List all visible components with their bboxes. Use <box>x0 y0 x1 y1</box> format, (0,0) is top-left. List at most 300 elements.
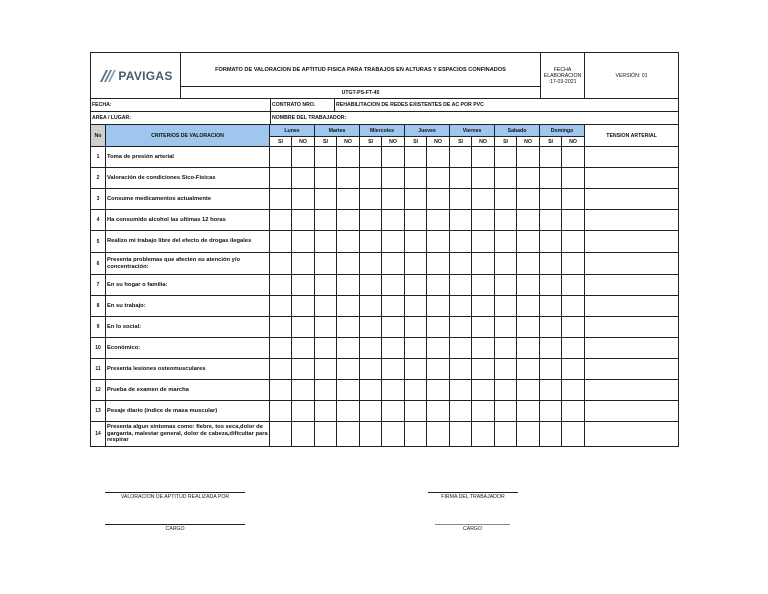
si-check-cell[interactable] <box>495 231 517 253</box>
si-check-cell[interactable] <box>405 147 427 168</box>
no-check-cell[interactable] <box>517 253 540 275</box>
si-check-cell[interactable] <box>270 401 292 422</box>
area-field[interactable]: AREA / LUGAR: <box>91 112 271 125</box>
version-label: VERSIÓN: 01 <box>585 53 679 99</box>
no-check-cell[interactable] <box>472 338 495 359</box>
no-check-cell[interactable] <box>562 317 585 338</box>
si-header: SI <box>315 137 337 147</box>
si-header: SI <box>270 137 292 147</box>
no-check-cell[interactable] <box>427 401 450 422</box>
no-check-cell[interactable] <box>472 189 495 210</box>
row-number: 6 <box>91 253 106 275</box>
no-check-cell[interactable] <box>382 401 405 422</box>
valoracion-label: VALORACION DE APTITUD REALIZADA POR <box>120 494 230 500</box>
si-check-cell[interactable] <box>360 338 382 359</box>
si-check-cell[interactable] <box>360 380 382 401</box>
no-check-cell[interactable] <box>517 147 540 168</box>
no-check-cell[interactable] <box>382 147 405 168</box>
criteria-text: Pesaje diario (índice de masa muscular) <box>106 401 270 422</box>
si-check-cell[interactable] <box>450 231 472 253</box>
no-check-cell[interactable] <box>517 189 540 210</box>
no-check-cell[interactable] <box>427 317 450 338</box>
si-check-cell[interactable] <box>450 296 472 317</box>
si-check-cell[interactable] <box>270 253 292 275</box>
si-check-cell[interactable] <box>360 296 382 317</box>
no-check-cell[interactable] <box>382 168 405 189</box>
si-check-cell[interactable] <box>270 317 292 338</box>
si-check-cell[interactable] <box>450 317 472 338</box>
no-check-cell[interactable] <box>292 296 315 317</box>
logo-text: PAVIGAS <box>118 68 173 83</box>
no-check-cell[interactable] <box>562 210 585 231</box>
si-check-cell[interactable] <box>495 296 517 317</box>
si-check-cell[interactable] <box>360 210 382 231</box>
criteria-text: Toma de presión arterial <box>106 147 270 168</box>
si-check-cell[interactable] <box>405 338 427 359</box>
si-check-cell[interactable] <box>360 147 382 168</box>
criteria-text: Presenta lesiones osteomusculares <box>106 359 270 380</box>
si-check-cell[interactable] <box>450 401 472 422</box>
criteria-row <box>91 189 679 210</box>
row-number: 10 <box>91 338 106 359</box>
criteria-row <box>91 231 679 253</box>
si-check-cell[interactable] <box>540 253 562 275</box>
form-header <box>90 52 679 99</box>
no-check-cell[interactable] <box>427 189 450 210</box>
si-check-cell[interactable] <box>450 275 472 296</box>
no-check-cell[interactable] <box>472 422 495 447</box>
si-check-cell[interactable] <box>360 168 382 189</box>
si-check-cell[interactable] <box>360 275 382 296</box>
no-check-cell[interactable] <box>292 168 315 189</box>
criteria-text: Económico: <box>106 338 270 359</box>
si-check-cell[interactable] <box>315 401 337 422</box>
criteria-text: En lo social: <box>106 317 270 338</box>
si-check-cell[interactable] <box>270 189 292 210</box>
si-check-cell[interactable] <box>315 359 337 380</box>
row-number: 9 <box>91 317 106 338</box>
no-option-header: NO <box>382 137 405 147</box>
no-check-cell[interactable] <box>382 359 405 380</box>
no-check-cell[interactable] <box>517 231 540 253</box>
tension-cell[interactable] <box>585 338 679 359</box>
si-check-cell[interactable] <box>315 210 337 231</box>
si-check-cell[interactable] <box>540 147 562 168</box>
row-number: 8 <box>91 296 106 317</box>
day-header: Miercoles <box>360 125 405 137</box>
si-check-cell[interactable] <box>450 147 472 168</box>
no-check-cell[interactable] <box>292 338 315 359</box>
si-check-cell[interactable] <box>360 189 382 210</box>
si-check-cell[interactable] <box>450 338 472 359</box>
no-check-cell[interactable] <box>337 231 360 253</box>
contrato-value[interactable]: REHABILITACION DE REDES EXISTENTES DE AC POR PVC <box>335 99 679 112</box>
row-number: 11 <box>91 359 106 380</box>
no-check-cell[interactable] <box>517 296 540 317</box>
si-check-cell[interactable] <box>270 422 292 447</box>
si-check-cell[interactable] <box>450 168 472 189</box>
si-check-cell[interactable] <box>315 338 337 359</box>
tension-cell[interactable] <box>585 168 679 189</box>
tension-cell[interactable] <box>585 275 679 296</box>
no-check-cell[interactable] <box>427 168 450 189</box>
company-logo <box>91 69 180 83</box>
day-header: Sabado <box>495 125 540 137</box>
si-check-cell[interactable] <box>270 231 292 253</box>
criteria-row <box>91 275 679 296</box>
si-check-cell[interactable] <box>405 422 427 447</box>
firma-label: FIRMA DEL TRABAJADOR <box>441 494 505 500</box>
logo-stripes-icon <box>98 69 118 83</box>
si-check-cell[interactable] <box>495 168 517 189</box>
si-check-cell[interactable] <box>450 359 472 380</box>
si-check-cell[interactable] <box>495 210 517 231</box>
row-number: 3 <box>91 189 106 210</box>
si-check-cell[interactable] <box>495 275 517 296</box>
criteria-text: Prueba de examen de marcha <box>106 380 270 401</box>
si-check-cell[interactable] <box>540 210 562 231</box>
day-header: Jueves <box>405 125 450 137</box>
no-check-cell[interactable] <box>337 401 360 422</box>
si-check-cell[interactable] <box>360 317 382 338</box>
si-check-cell[interactable] <box>360 359 382 380</box>
row-number: 12 <box>91 380 106 401</box>
no-check-cell[interactable] <box>427 275 450 296</box>
no-check-cell[interactable] <box>472 168 495 189</box>
no-check-cell[interactable] <box>292 253 315 275</box>
no-check-cell[interactable] <box>562 231 585 253</box>
no-check-cell[interactable] <box>337 296 360 317</box>
no-check-cell[interactable] <box>337 275 360 296</box>
no-check-cell[interactable] <box>427 210 450 231</box>
no-check-cell[interactable] <box>472 231 495 253</box>
si-check-cell[interactable] <box>495 253 517 275</box>
no-check-cell[interactable] <box>382 253 405 275</box>
criterios-header: CRITERIOS DE VALORACION <box>106 125 270 147</box>
no-check-cell[interactable] <box>382 231 405 253</box>
no-check-cell[interactable] <box>292 380 315 401</box>
criteria-text: Realizo mi trabajo libre del efecto de drogas ilegales <box>106 231 270 253</box>
criteria-text: Consume medicamentos actualmente <box>106 189 270 210</box>
no-check-cell[interactable] <box>337 147 360 168</box>
no-check-cell[interactable] <box>517 210 540 231</box>
si-check-cell[interactable] <box>405 317 427 338</box>
no-check-cell[interactable] <box>562 147 585 168</box>
no-option-header: NO <box>292 137 315 147</box>
no-check-cell[interactable] <box>517 359 540 380</box>
si-check-cell[interactable] <box>315 147 337 168</box>
si-check-cell[interactable] <box>315 275 337 296</box>
si-check-cell[interactable] <box>270 147 292 168</box>
fecha-field[interactable]: FECHA: <box>91 99 271 112</box>
tension-cell[interactable] <box>585 359 679 380</box>
tension-header: TENSION ARTERIAL <box>585 125 679 147</box>
no-check-cell[interactable] <box>382 275 405 296</box>
no-check-cell[interactable] <box>517 380 540 401</box>
no-check-cell[interactable] <box>382 422 405 447</box>
form-code: UTGT-PS-FT-45 <box>181 87 541 99</box>
criteria-table <box>90 124 679 447</box>
elaboracion-date: :17-03-2021 <box>548 78 577 85</box>
si-header: SI <box>360 137 382 147</box>
firma-signature-line[interactable] <box>428 492 518 493</box>
contrato-label: CONTRATO NRO. <box>271 99 335 112</box>
si-check-cell[interactable] <box>405 210 427 231</box>
si-check-cell[interactable] <box>540 359 562 380</box>
tension-cell[interactable] <box>585 296 679 317</box>
si-check-cell[interactable] <box>315 168 337 189</box>
valoracion-signature-line[interactable] <box>105 492 245 493</box>
no-check-cell[interactable] <box>337 168 360 189</box>
si-check-cell[interactable] <box>450 210 472 231</box>
no-check-cell[interactable] <box>517 275 540 296</box>
no-option-header: NO <box>337 137 360 147</box>
no-check-cell[interactable] <box>382 338 405 359</box>
si-check-cell[interactable] <box>540 168 562 189</box>
si-check-cell[interactable] <box>315 296 337 317</box>
no-check-cell[interactable] <box>427 359 450 380</box>
no-check-cell[interactable] <box>472 296 495 317</box>
row-number: 5 <box>91 231 106 253</box>
si-check-cell[interactable] <box>495 147 517 168</box>
no-check-cell[interactable] <box>517 317 540 338</box>
si-check-cell[interactable] <box>315 231 337 253</box>
criteria-row <box>91 253 679 275</box>
si-check-cell[interactable] <box>405 401 427 422</box>
no-check-cell[interactable] <box>427 296 450 317</box>
criteria-text: Presenta problemas que afecten su atención y/o concentración: <box>106 253 270 275</box>
cargo-right-line[interactable] <box>435 524 510 525</box>
si-check-cell[interactable] <box>315 422 337 447</box>
no-check-cell[interactable] <box>472 147 495 168</box>
si-check-cell[interactable] <box>540 422 562 447</box>
no-option-header: NO <box>427 137 450 147</box>
no-check-cell[interactable] <box>382 189 405 210</box>
tension-cell[interactable] <box>585 380 679 401</box>
si-check-cell[interactable] <box>270 380 292 401</box>
no-check-cell[interactable] <box>337 253 360 275</box>
criteria-text: Valoración de condiciones Sico-Fisicas <box>106 168 270 189</box>
tension-cell[interactable] <box>585 317 679 338</box>
si-check-cell[interactable] <box>270 359 292 380</box>
tension-cell[interactable] <box>585 401 679 422</box>
si-check-cell[interactable] <box>270 168 292 189</box>
cargo-left-label: CARGO <box>165 526 185 532</box>
trabajador-field[interactable]: NOMBRE DEL TRABAJADOR: <box>271 112 679 125</box>
criteria-row <box>91 359 679 380</box>
no-check-cell[interactable] <box>562 189 585 210</box>
si-check-cell[interactable] <box>450 253 472 275</box>
cargo-right-label: CARGO <box>462 526 483 532</box>
row-number: 14 <box>91 422 106 447</box>
elaboracion-label: ELABORACION <box>543 72 582 79</box>
no-check-cell[interactable] <box>517 401 540 422</box>
no-check-cell[interactable] <box>562 380 585 401</box>
si-check-cell[interactable] <box>270 338 292 359</box>
no-check-cell[interactable] <box>292 359 315 380</box>
no-check-cell[interactable] <box>472 317 495 338</box>
si-check-cell[interactable] <box>270 296 292 317</box>
no-check-cell[interactable] <box>427 338 450 359</box>
si-header: SI <box>405 137 427 147</box>
no-check-cell[interactable] <box>382 317 405 338</box>
criteria-text: En su hogar o familia: <box>106 275 270 296</box>
si-check-cell[interactable] <box>450 380 472 401</box>
no-check-cell[interactable] <box>427 253 450 275</box>
no-check-cell[interactable] <box>427 380 450 401</box>
si-check-cell[interactable] <box>405 275 427 296</box>
si-check-cell[interactable] <box>405 231 427 253</box>
si-check-cell[interactable] <box>315 317 337 338</box>
no-check-cell[interactable] <box>562 275 585 296</box>
no-check-cell[interactable] <box>517 338 540 359</box>
no-check-cell[interactable] <box>382 210 405 231</box>
si-check-cell[interactable] <box>495 317 517 338</box>
si-check-cell[interactable] <box>360 401 382 422</box>
form-info <box>90 98 679 125</box>
si-check-cell[interactable] <box>405 189 427 210</box>
row-number: 2 <box>91 168 106 189</box>
no-check-cell[interactable] <box>382 296 405 317</box>
no-check-cell[interactable] <box>337 189 360 210</box>
si-check-cell[interactable] <box>540 275 562 296</box>
no-check-cell[interactable] <box>292 210 315 231</box>
no-check-cell[interactable] <box>292 189 315 210</box>
si-check-cell[interactable] <box>315 380 337 401</box>
no-check-cell[interactable] <box>427 422 450 447</box>
si-check-cell[interactable] <box>540 338 562 359</box>
logo-cell <box>91 53 181 99</box>
no-check-cell[interactable] <box>562 359 585 380</box>
no-check-cell[interactable] <box>472 359 495 380</box>
si-check-cell[interactable] <box>495 422 517 447</box>
no-check-cell[interactable] <box>382 380 405 401</box>
no-check-cell[interactable] <box>472 210 495 231</box>
no-option-header: NO <box>472 137 495 147</box>
criteria-text: En su trabajo: <box>106 296 270 317</box>
si-check-cell[interactable] <box>495 189 517 210</box>
no-check-cell[interactable] <box>562 338 585 359</box>
no-check-cell[interactable] <box>337 317 360 338</box>
si-check-cell[interactable] <box>450 189 472 210</box>
si-check-cell[interactable] <box>540 189 562 210</box>
no-check-cell[interactable] <box>517 168 540 189</box>
si-check-cell[interactable] <box>405 253 427 275</box>
si-check-cell[interactable] <box>540 380 562 401</box>
si-check-cell[interactable] <box>540 296 562 317</box>
no-check-cell[interactable] <box>472 380 495 401</box>
si-check-cell[interactable] <box>360 231 382 253</box>
no-check-cell[interactable] <box>292 231 315 253</box>
no-check-cell[interactable] <box>292 422 315 447</box>
tension-cell[interactable] <box>585 210 679 231</box>
criteria-text: Ha consumido alcohol las ultimas 12 horas <box>106 210 270 231</box>
tension-cell[interactable] <box>585 253 679 275</box>
no-check-cell[interactable] <box>427 231 450 253</box>
criteria-row <box>91 317 679 338</box>
no-check-cell[interactable] <box>337 422 360 447</box>
no-check-cell[interactable] <box>562 401 585 422</box>
fecha-label: FECHA <box>553 66 572 73</box>
criteria-row <box>91 338 679 359</box>
si-check-cell[interactable] <box>405 359 427 380</box>
tension-cell[interactable] <box>585 231 679 253</box>
no-check-cell[interactable] <box>337 338 360 359</box>
no-check-cell[interactable] <box>472 401 495 422</box>
si-check-cell[interactable] <box>450 422 472 447</box>
si-check-cell[interactable] <box>495 380 517 401</box>
no-option-header: NO <box>562 137 585 147</box>
criteria-text: Presenta algun sintomas como: fiebre, tos seca,dolor de garganta, malestar general, dolor de cabeza,dificultar para respirar <box>106 422 270 447</box>
si-check-cell[interactable] <box>270 210 292 231</box>
si-check-cell[interactable] <box>360 422 382 447</box>
si-check-cell[interactable] <box>495 401 517 422</box>
si-header: SI <box>450 137 472 147</box>
no-check-cell[interactable] <box>292 147 315 168</box>
no-check-cell[interactable] <box>562 168 585 189</box>
si-header: SI <box>540 137 562 147</box>
no-check-cell[interactable] <box>562 253 585 275</box>
si-check-cell[interactable] <box>405 296 427 317</box>
tension-cell[interactable] <box>585 147 679 168</box>
no-check-cell[interactable] <box>472 253 495 275</box>
no-check-cell[interactable] <box>472 275 495 296</box>
no-check-cell[interactable] <box>562 422 585 447</box>
form-sheet <box>90 52 678 532</box>
si-check-cell[interactable] <box>315 189 337 210</box>
si-check-cell[interactable] <box>495 359 517 380</box>
day-header: Domingo <box>540 125 585 137</box>
no-option-header: NO <box>517 137 540 147</box>
si-check-cell[interactable] <box>405 168 427 189</box>
row-number: 13 <box>91 401 106 422</box>
si-check-cell[interactable] <box>540 401 562 422</box>
no-check-cell[interactable] <box>337 380 360 401</box>
row-number: 7 <box>91 275 106 296</box>
no-check-cell[interactable] <box>292 317 315 338</box>
criteria-row <box>91 296 679 317</box>
cargo-left-line[interactable] <box>105 524 245 525</box>
criteria-row <box>91 168 679 189</box>
no-check-cell[interactable] <box>517 422 540 447</box>
criteria-row <box>91 210 679 231</box>
si-check-cell[interactable] <box>270 275 292 296</box>
no-check-cell[interactable] <box>292 275 315 296</box>
si-check-cell[interactable] <box>540 317 562 338</box>
no-check-cell[interactable] <box>562 296 585 317</box>
si-check-cell[interactable] <box>360 253 382 275</box>
row-number: 4 <box>91 210 106 231</box>
criteria-row <box>91 380 679 401</box>
tension-cell[interactable] <box>585 189 679 210</box>
no-check-cell[interactable] <box>337 210 360 231</box>
si-check-cell[interactable] <box>540 231 562 253</box>
no-check-cell[interactable] <box>337 359 360 380</box>
day-header: Viernes <box>450 125 495 137</box>
elaboracion-cell <box>541 53 585 99</box>
no-check-cell[interactable] <box>427 147 450 168</box>
si-check-cell[interactable] <box>405 380 427 401</box>
criteria-row <box>91 401 679 422</box>
si-check-cell[interactable] <box>315 253 337 275</box>
si-check-cell[interactable] <box>495 338 517 359</box>
row-number: 1 <box>91 147 106 168</box>
no-check-cell[interactable] <box>292 401 315 422</box>
tension-cell[interactable] <box>585 422 679 447</box>
criteria-row <box>91 422 679 447</box>
si-header: SI <box>495 137 517 147</box>
day-header: Martes <box>315 125 360 137</box>
